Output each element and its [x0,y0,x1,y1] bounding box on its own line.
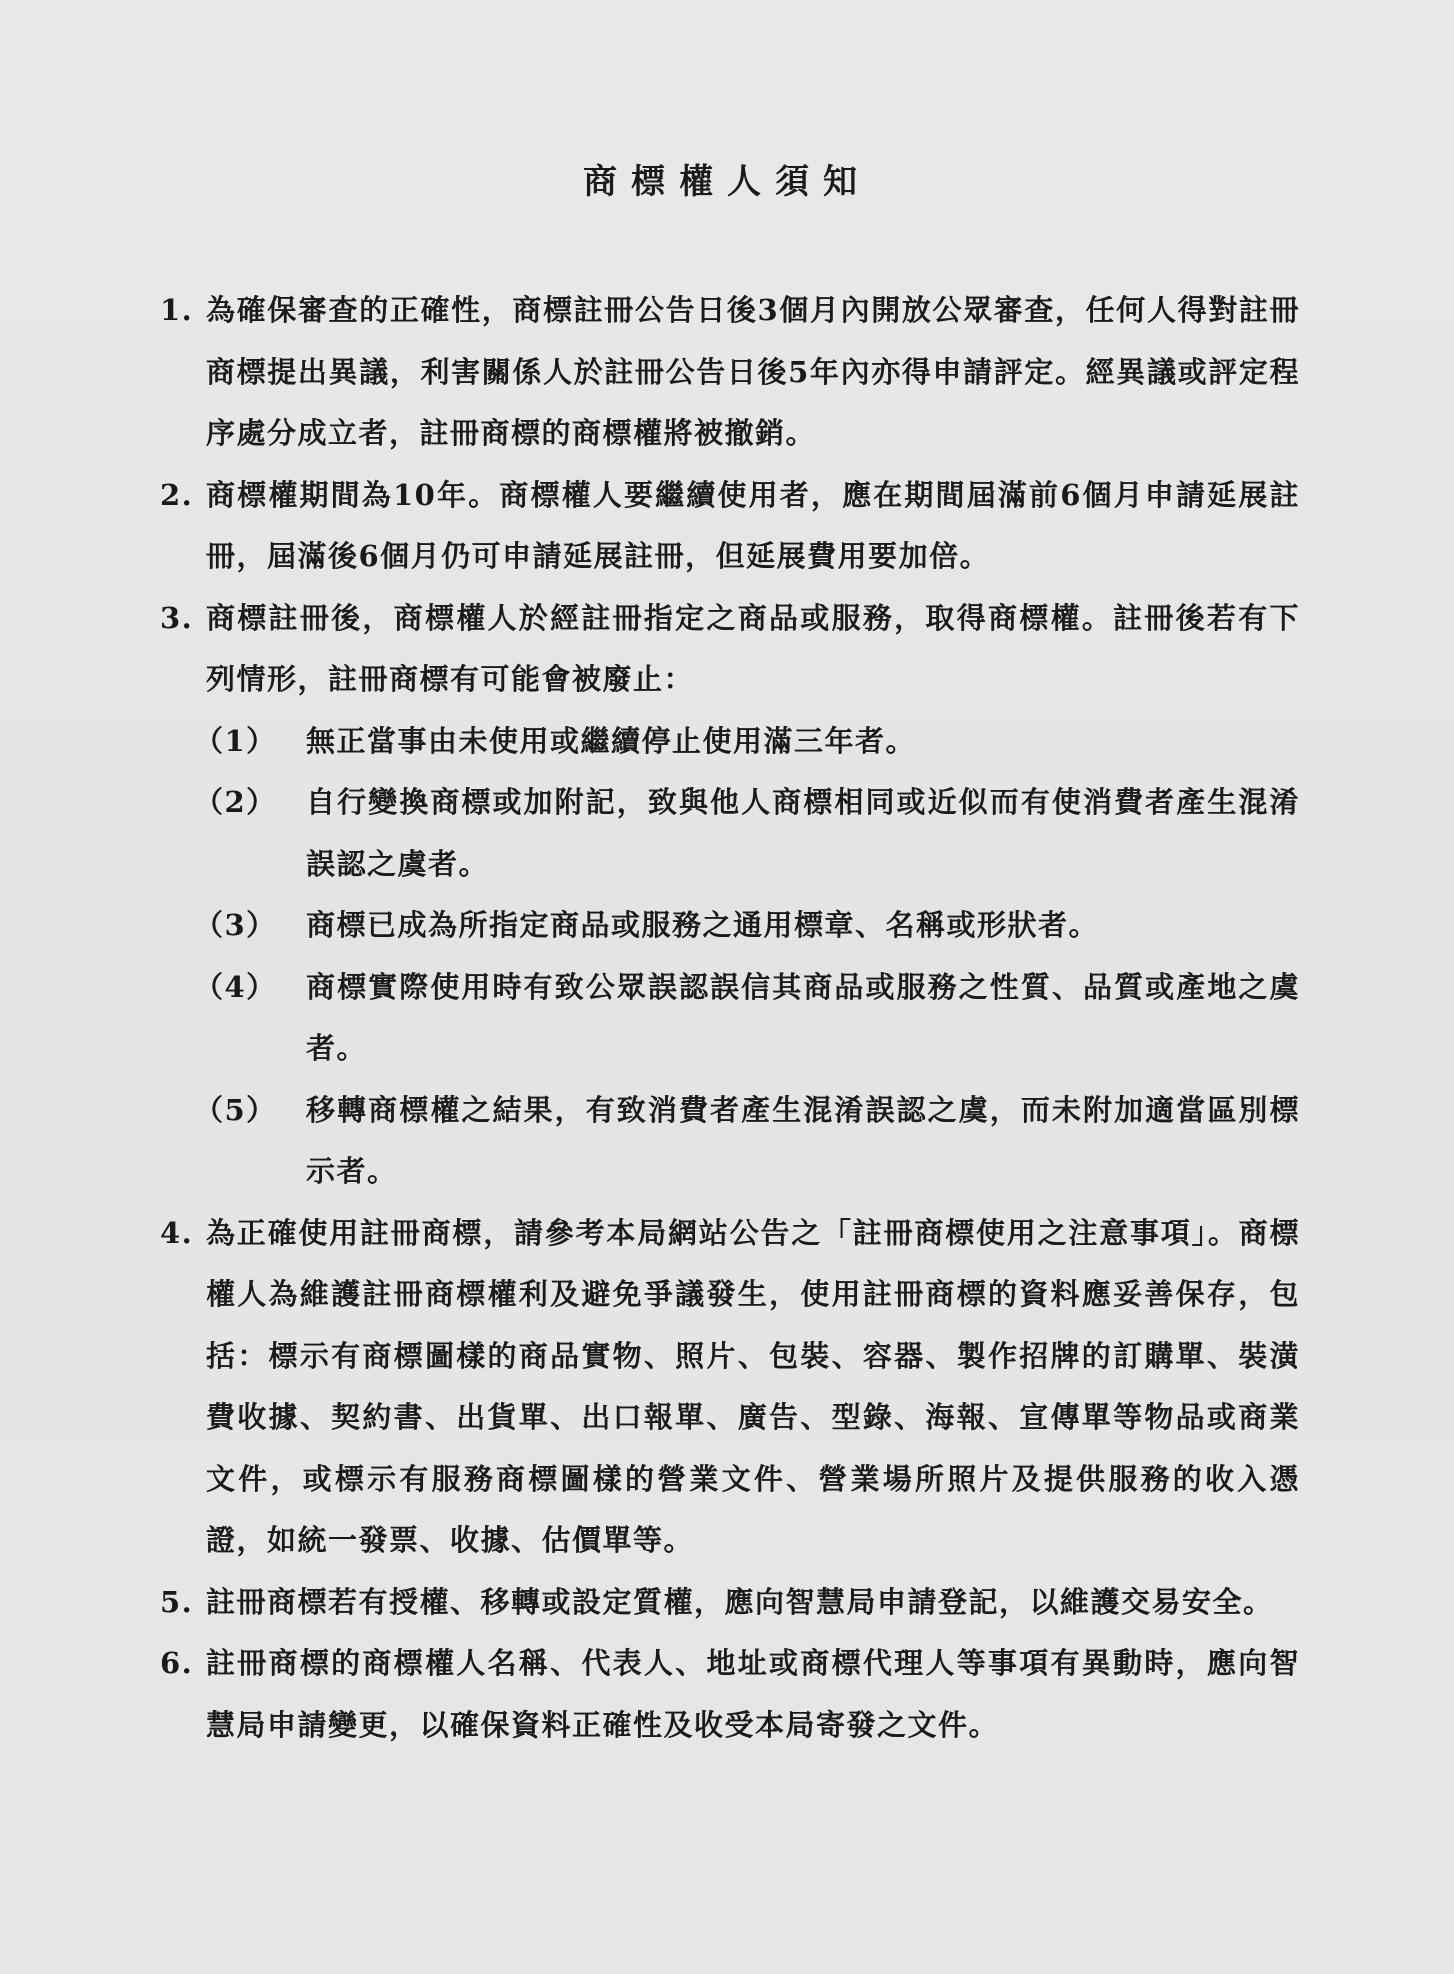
subitem-number: （2） [194,785,277,819]
subitem-number: （3） [194,908,277,942]
item-text: 為正確使用註冊商標，請參考本局網站公告之「註冊商標使用之注意事項」。商標權人為維護註冊商標權利及避免爭議發生，使用註冊商標的資料應妥善保存，包括：標示有商標圖樣的商品實物、照片、包裝、容器、製作招牌的訂購單、裝潢費收據、契約書、出貨單、出口報單、廣告、型錄、海報、宣傳單等物品或商業文件，或標示有服務商標圖樣的營業文件、營業場所照片及提供服務的收入憑證，如統一發票、收據、估價單等。 [206,1215,1300,1557]
subitem-text: 移轉商標權之結果，有致消費者產生混淆誤認之虞，而未附加適當區別標示者。 [306,1092,1300,1188]
subitem-number: （4） [194,969,277,1004]
notice-item-3 [160,588,1300,711]
item-text: 商標權期間為10年。商標權人要繼續使用者，應在期間屆滿前6個月申請延展註冊，屆滿後6個月仍可申請延展註冊，但延展費用要加倍。 [206,477,1300,573]
notice-item-4 [160,1203,1300,1572]
subitem-number: （5） [194,1092,277,1127]
item-number: 1. [160,293,194,327]
item-text: 註冊商標的商標權人名稱、代表人、地址或商標代理人等事項有異動時，應向智慧局申請變更，以確保資料正確性及收受本局寄發之文件。 [206,1646,1300,1742]
item-number: 6. [160,1646,194,1680]
subitem-text: 商標實際使用時有致公眾誤認誤信其商品或服務之性質、品質或產地之虞者。 [306,969,1300,1065]
subitem-3 [194,895,1300,957]
item-number: 3. [160,600,194,635]
item-text: 註冊商標若有授權、移轉或設定質權，應向智慧局申請登記，以維護交易安全。 [206,1584,1274,1619]
subitem-text: 商標已成為所指定商品或服務之通用標章、名稱或形狀者。 [306,908,1100,942]
subitem-text: 自行變換商標或加附記，致與他人商標相同或近似而有使消費者產生混淆誤認之虞者。 [306,785,1300,881]
notice-list [160,280,1300,1756]
notice-item-6 [160,1633,1300,1756]
item-number: 5. [160,1584,194,1619]
subitem-5 [194,1080,1300,1203]
subitem-text: 無正當事由未使用或繼續停止使用滿三年者。 [306,723,917,758]
item-number: 2. [160,477,194,512]
notice-item-2 [160,465,1300,588]
item-text: 為確保審查的正確性，商標註冊公告日後3個月內開放公眾審查，任何人得對註冊商標提出異議，利害關係人於註冊公告日後5年內亦得申請評定。經異議或評定程序處分成立者，註冊商標的商標權將被撤銷。 [206,293,1300,450]
subitem-number: （1） [194,723,277,758]
subitem-4 [194,957,1300,1080]
page-title: 商標權人須知 [583,162,871,202]
notice-item-5 [160,1572,1300,1634]
item-text: 商標註冊後，商標權人於經註冊指定之商品或服務，取得商標權。註冊後若有下列情形，註冊商標有可能會被廢止： [206,600,1300,696]
subitem-1 [194,711,1300,773]
subitem-2 [194,772,1300,895]
item-number: 4. [160,1215,194,1250]
notice-item-1 [160,280,1300,465]
